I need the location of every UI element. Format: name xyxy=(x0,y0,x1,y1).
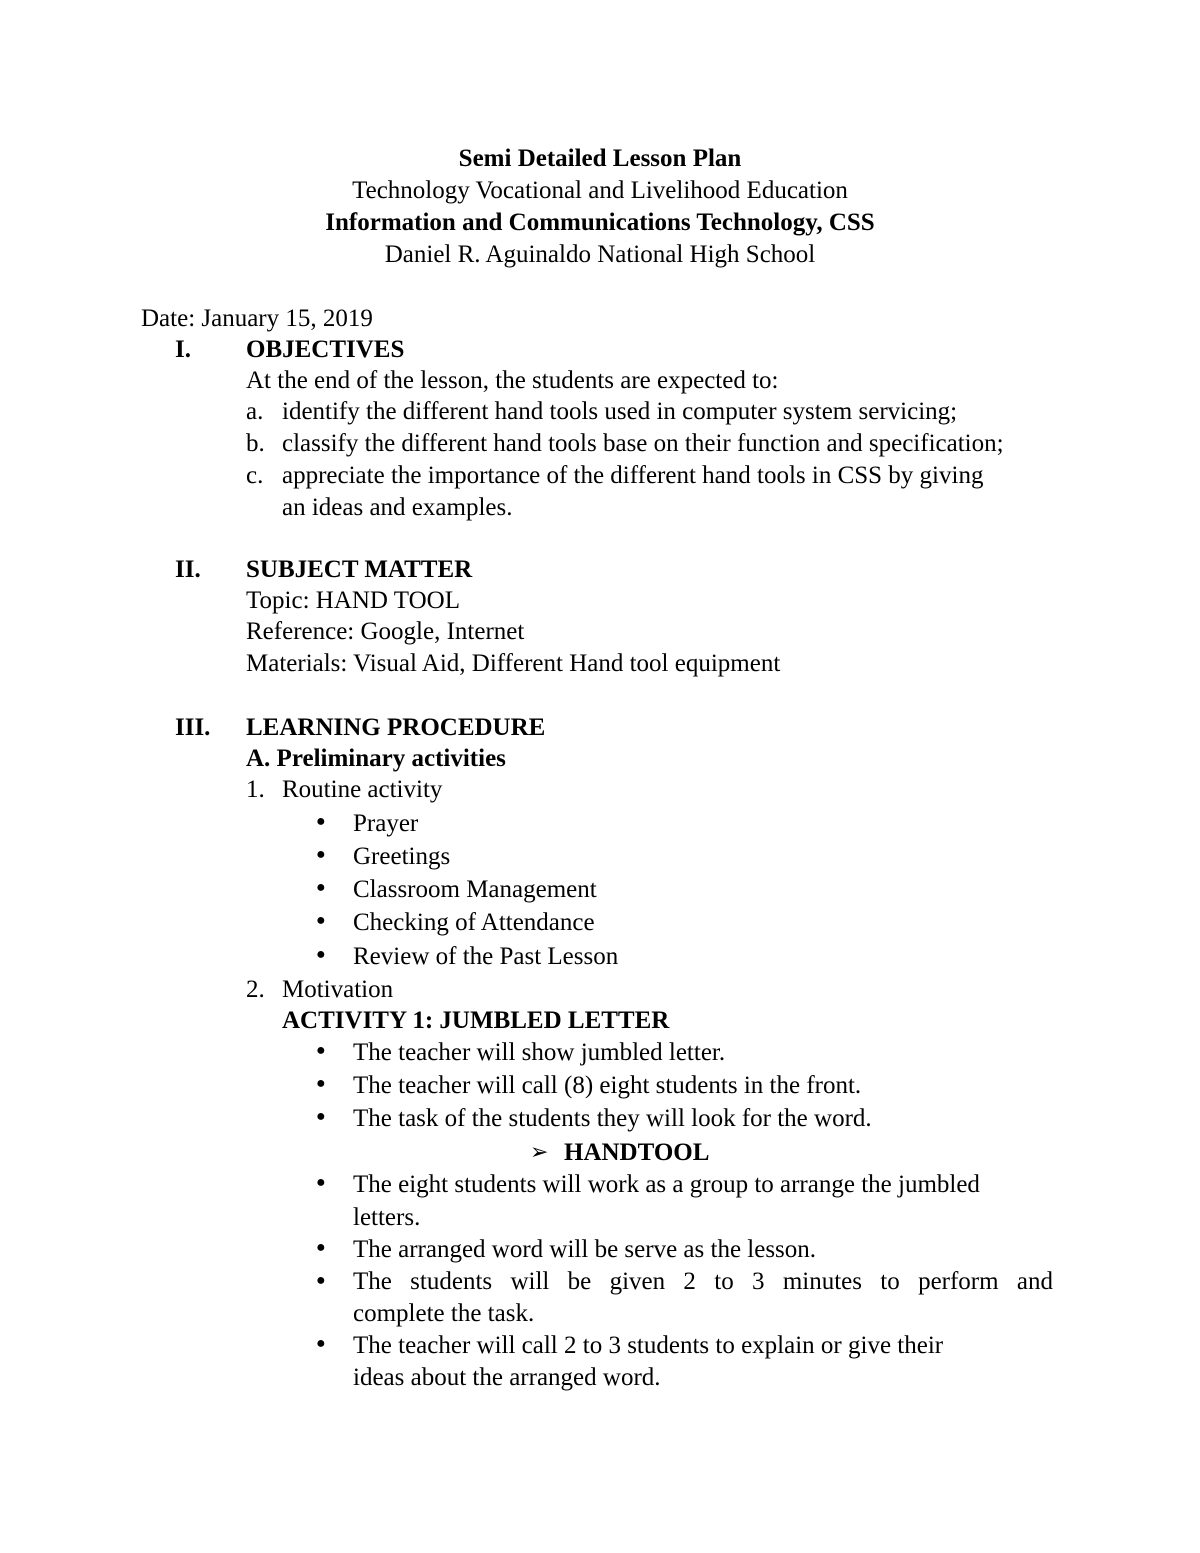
preliminary-activities-heading: A. Preliminary activities xyxy=(246,745,506,772)
topic-line: Topic: HAND TOOL xyxy=(246,587,460,614)
activity-step: The students will be given 2 to 3 minutes to perform and xyxy=(353,1268,1053,1295)
section-numeral-1: I. xyxy=(175,336,191,363)
answer-word: HANDTOOL xyxy=(564,1139,710,1166)
section-numeral-2: II. xyxy=(175,556,201,583)
bullet-icon: ● xyxy=(316,1042,326,1059)
activity-title: ACTIVITY 1: JUMBLED LETTER xyxy=(282,1007,670,1034)
objective-marker: c. xyxy=(246,462,264,489)
routine-item: Greetings xyxy=(353,843,451,870)
bullet-icon: ● xyxy=(316,1272,326,1289)
objective-item: identify the different hand tools used in computer system servicing; xyxy=(282,398,958,425)
bullet-icon: ● xyxy=(316,912,326,929)
subject-line: Technology Vocational and Livelihood Education xyxy=(352,177,848,204)
bullet-icon: ● xyxy=(316,813,326,830)
bullet-icon: ● xyxy=(316,846,326,863)
materials-line: Materials: Visual Aid, Different Hand tool equipment xyxy=(246,650,781,677)
activity-step: The teacher will show jumbled letter. xyxy=(353,1039,726,1066)
activity-step-continuation: ideas about the arranged word. xyxy=(353,1364,661,1391)
school-name: Daniel R. Aguinaldo National High School xyxy=(384,241,816,268)
objectives-intro: At the end of the lesson, the students are expected to: xyxy=(246,367,779,394)
objective-item: classify the different hand tools base on their function and specification; xyxy=(282,430,1004,457)
motivation-label: Motivation xyxy=(282,976,394,1003)
objective-marker: a. xyxy=(246,398,264,425)
activity-step: The arranged word will be serve as the lesson. xyxy=(353,1236,817,1263)
objective-item-continuation: an ideas and examples. xyxy=(282,494,513,521)
routine-item: Prayer xyxy=(353,810,419,837)
specialization-line: Information and Communications Technology, CSS xyxy=(325,209,875,236)
routine-item: Checking of Attendance xyxy=(353,909,595,936)
routine-item: Review of the Past Lesson xyxy=(353,943,619,970)
objective-item: appreciate the importance of the different hand tools in CSS by giving xyxy=(282,462,984,489)
activity-step: The eight students will work as a group to arrange the jumbled xyxy=(353,1171,980,1198)
bullet-icon: ● xyxy=(316,1075,326,1092)
lesson-date: Date: January 15, 2019 xyxy=(141,305,373,332)
bullet-icon: ● xyxy=(316,946,326,963)
step-marker: 2. xyxy=(246,976,265,1003)
activity-step-continuation: complete the task. xyxy=(353,1300,535,1327)
routine-item: Classroom Management xyxy=(353,876,597,903)
bullet-icon: ● xyxy=(316,1239,326,1256)
document-title: Semi Detailed Lesson Plan xyxy=(458,145,742,172)
objectives-heading: OBJECTIVES xyxy=(246,336,405,363)
bullet-icon: ● xyxy=(316,1335,326,1352)
activity-step: The task of the students they will look for the word. xyxy=(353,1105,872,1132)
bullet-icon: ● xyxy=(316,1174,326,1191)
bullet-icon: ● xyxy=(316,879,326,896)
routine-activity-label: Routine activity xyxy=(282,776,443,803)
procedure-heading: LEARNING PROCEDURE xyxy=(246,714,546,741)
arrow-bullet-icon: ➢ xyxy=(530,1139,549,1164)
reference-line: Reference: Google, Internet xyxy=(246,618,525,645)
step-marker: 1. xyxy=(246,776,265,803)
objective-marker: b. xyxy=(246,430,265,457)
subject-matter-heading: SUBJECT MATTER xyxy=(246,556,473,583)
activity-step: The teacher will call (8) eight students in the front. xyxy=(353,1072,862,1099)
activity-step: The teacher will call 2 to 3 students to explain or give their xyxy=(353,1332,944,1359)
activity-step-continuation: letters. xyxy=(353,1204,421,1231)
section-numeral-3: III. xyxy=(175,714,211,741)
bullet-icon: ● xyxy=(316,1108,326,1125)
